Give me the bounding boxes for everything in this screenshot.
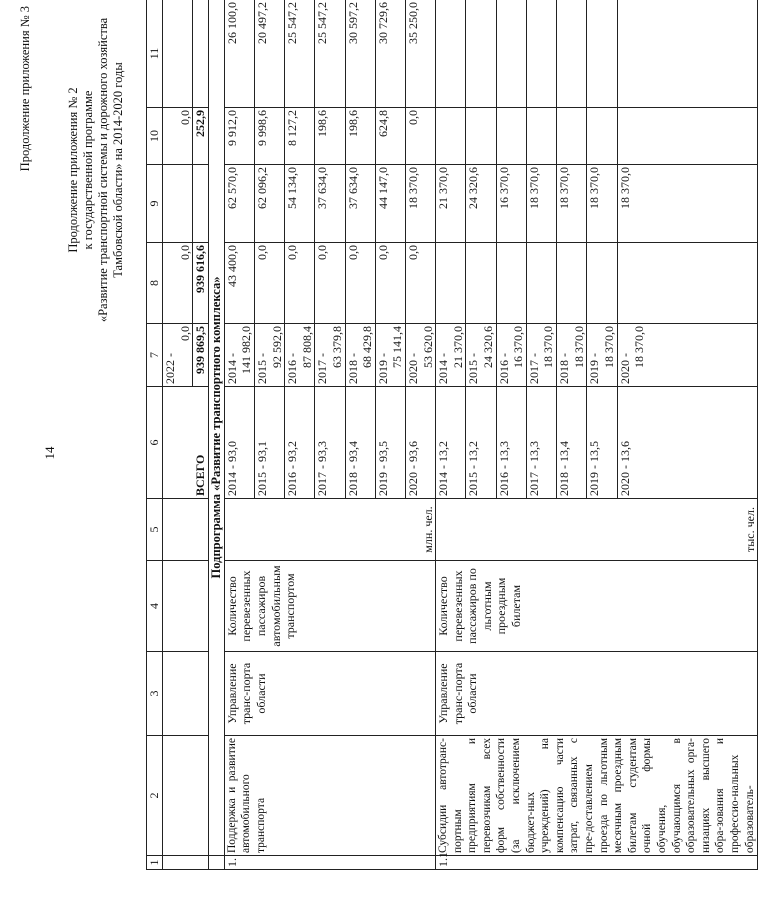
section-1-value: 26 100,0: [224, 0, 254, 108]
section-1-value: 198,6: [315, 108, 345, 165]
col-number: 11: [147, 0, 163, 108]
section-1-year-value: [345, 324, 375, 387]
section-1-value: 37 634,0: [345, 165, 375, 243]
section-1-year-value: [375, 324, 405, 387]
section-1-indicator-value: 2016 - 93,2: [285, 387, 315, 499]
section-1-1-value: [587, 243, 617, 324]
section-1-value: 35 250,0: [405, 0, 435, 108]
section-1-value: 0,0: [345, 243, 375, 324]
section-1-year-value: [405, 324, 435, 387]
section-1-value: 20 497,2: [254, 0, 284, 108]
year-label: 2015 -: [466, 353, 481, 384]
year-total: 18 370,0: [632, 326, 647, 368]
header-line: к государственной программе: [81, 90, 95, 250]
section-1-1-value: [617, 108, 757, 165]
section-1-1-value: [617, 0, 757, 108]
section-1-value: 9 998,6: [254, 108, 284, 165]
section-1-1-value: [526, 108, 556, 165]
year-total: 18 370,0: [571, 326, 586, 368]
section-1-year-row: [224, 0, 254, 870]
section-1-1-indicator-value: 2016 - 13,3: [496, 387, 526, 499]
section-1-unit-spacer: [224, 499, 315, 561]
section-1-1-indicator-value: 2017 - 13,3: [526, 387, 556, 499]
section-1-value: 0,0: [375, 243, 405, 324]
year-label: 2016 -: [285, 353, 300, 384]
section-1-1-value: 18 370,0: [526, 165, 556, 243]
value-cell: 0,0: [163, 108, 193, 165]
section-1-indicator-value: 2019 - 93,5: [375, 387, 405, 499]
subprogram-row: [208, 0, 224, 870]
year-total: 87 808,4: [299, 326, 314, 368]
section-1-value: 0,0: [285, 243, 315, 324]
section-1-value: 198,6: [345, 108, 375, 165]
year-total: 92 592,0: [269, 326, 284, 368]
section-1-1-value: [557, 108, 587, 165]
year-total: 21 370,0: [450, 326, 465, 368]
year-2022: 2022 - 0,0: [163, 324, 193, 387]
year-total: 18 370,0: [541, 326, 556, 368]
section-1-1-year-value: [557, 324, 587, 387]
subprogram-title: Подпрограмма «Развитие транспортного комплекса»: [208, 0, 224, 856]
col-number: 10: [147, 108, 163, 165]
year-label: 2018 -: [557, 353, 572, 384]
year-total: 53 620,0: [420, 326, 435, 368]
section-1-1-value: 18 370,0: [557, 165, 587, 243]
section-1-unit: млн. чел.: [315, 499, 436, 561]
section-1-value: 30 597,2: [345, 0, 375, 108]
year-label: 2017 -: [526, 353, 541, 384]
section-1-indicator-value: 2018 - 93,4: [345, 387, 375, 499]
year-label: 2020 -: [405, 353, 420, 384]
section-1-indicator-value: 2014 - 93,0: [224, 387, 254, 499]
section-1-1-value: [496, 0, 526, 108]
section-1-1-year-value: [526, 324, 556, 387]
section-1-value: 37 634,0: [315, 165, 345, 243]
section-1-1-indicator-value: 2018 - 13,4: [557, 387, 587, 499]
section-1-indicator-value: 2020 - 93,6: [405, 387, 435, 499]
col-number: 5: [147, 499, 163, 561]
column-numbers-row: [147, 0, 163, 870]
section-1-1-unit: тыс. чел.: [617, 499, 757, 561]
program-table: [146, 0, 758, 870]
section-1-number: 1.: [224, 856, 435, 870]
year-total: 24 320,6: [480, 326, 495, 368]
section-1-value: 0,0: [254, 243, 284, 324]
section-1-1-value: [526, 243, 556, 324]
year-total: 68 429,8: [360, 326, 375, 368]
section-1-1-indicator-value: 2015 - 13,2: [466, 387, 496, 499]
section-1-value: 9 912,0: [224, 108, 254, 165]
section-1-year-value: [285, 324, 315, 387]
section-1-1-value: 21 370,0: [436, 165, 466, 243]
year-label: 2020 -: [617, 353, 632, 384]
section-1-1-name: Субсидии автотранс-портным предприятиям и перевозчикам всех форм собственности (за исключением бюджет-ных учреждений) на компенсацию части затрат, связанных с пре-доставлением проезда по льготным месячным проездным билетам студентам очной формы обучения, обучающимся в образовательных орга-низациях высшего обра-зования и профессио-нальных образователь-: [436, 736, 758, 856]
year-label: 2015 -: [254, 353, 269, 384]
section-1-1-value: [466, 108, 496, 165]
section-1-1-year-value: [617, 324, 757, 387]
section-1-1-value: [436, 0, 466, 108]
section-1-1-year-value: [496, 324, 526, 387]
section-1-1-indicator-value: 2019 - 13,5: [587, 387, 617, 499]
appendix-header: [66, 0, 126, 340]
section-1-1-value: [466, 243, 496, 324]
section-1-value: 0,0: [405, 108, 435, 165]
section-1-value: 43 400,0: [224, 243, 254, 324]
section-1-1-value: [587, 0, 617, 108]
col-number: 1: [147, 856, 163, 870]
year-total: 141 982,0: [239, 326, 254, 374]
year-label: 2014 -: [224, 353, 239, 384]
section-1-1-year-value: [436, 324, 466, 387]
col-number: 9: [147, 165, 163, 243]
year-total: 75 141,4: [390, 326, 405, 368]
section-1-name: Поддержка и развитие автомобильного транспорта: [224, 736, 435, 856]
year-total: 63 379,8: [329, 326, 344, 368]
section-1-indicator-value: 2017 - 93,3: [315, 387, 345, 499]
section-1-1-indicator: Количество перевезенных пассажиров по льготным проездным билетам: [436, 561, 758, 652]
year-label: 2017 -: [315, 353, 330, 384]
section-1-1-value: [557, 243, 587, 324]
section-1-value: 25 547,2: [315, 0, 345, 108]
section-1-1-indicator-value: 2014 - 13,2: [436, 387, 466, 499]
section-1-value: 54 134,0: [285, 165, 315, 243]
section-1-value: 62 096,2: [254, 165, 284, 243]
section-1-1-value: [496, 108, 526, 165]
section-1-1-value: [496, 243, 526, 324]
header-line: «Развитие транспортной системы и дорожного хозяйства: [96, 17, 110, 323]
section-1-1-executor: Управление транс-порта области: [436, 652, 758, 736]
year-label: 2019 -: [375, 353, 390, 384]
section-1-1-value: [436, 108, 466, 165]
section-1-1-year-value: [587, 324, 617, 387]
section-1-1-value: 16 370,0: [496, 165, 526, 243]
col-number: 7: [147, 324, 163, 387]
section-1-1-number: 1.1: [436, 856, 758, 870]
col-number: 8: [147, 243, 163, 324]
section-1-1-value: 18 370,0: [587, 165, 617, 243]
col-number: 6: [147, 387, 163, 499]
section-1-1-value: 18 370,0: [617, 165, 757, 243]
section-1-year-value: [254, 324, 284, 387]
section-1-1-value: [557, 0, 587, 108]
section-1-1-value: [587, 108, 617, 165]
section-1-1-value: 24 320,6: [466, 165, 496, 243]
year-total: 18 370,0: [602, 326, 617, 368]
value-2022: 0,0: [177, 326, 192, 341]
section-1-value: 44 147,0: [375, 165, 405, 243]
section-1-value: 25 547,2: [285, 0, 315, 108]
year-label: 2018 -: [345, 353, 360, 384]
total-value: 939 869,5: [193, 324, 209, 387]
section-1-1-year-row: [436, 0, 466, 870]
section-1-value: 62 570,0: [224, 165, 254, 243]
section-1-value: 624,8: [375, 108, 405, 165]
year-label: 2014 -: [436, 353, 451, 384]
section-1-value: 18 370,0: [405, 165, 435, 243]
appendix-continuation: Продолжение приложения № 3: [18, 6, 32, 172]
section-1-value: 8 127,2: [285, 108, 315, 165]
section-1-1-value: [466, 0, 496, 108]
section-1-1-unit-spacer: [436, 499, 618, 561]
section-1-1-year-value: [466, 324, 496, 387]
section-1-year-value: [224, 324, 254, 387]
section-1-indicator-value: 2015 - 93,1: [254, 387, 284, 499]
col-number: 2: [147, 736, 163, 856]
section-1-1-value: [436, 243, 466, 324]
section-1-1-value: [526, 0, 556, 108]
page-number: 14: [42, 446, 57, 460]
section-1-value: 0,0: [315, 243, 345, 324]
header-line: Продолжение приложения № 2: [66, 87, 80, 253]
section-1-1-value: [617, 243, 757, 324]
section-1-indicator: Количество перевезенных пассажиров автомобильным транспортом: [224, 561, 435, 652]
total-value: 939 616,6: [193, 243, 209, 324]
year-label: 2019 -: [587, 353, 602, 384]
section-1-1-indicator-value: 2020 - 13,6: [617, 387, 757, 499]
section-1-value: 0,0: [405, 243, 435, 324]
section-1-executor: Управление транс-порта области: [224, 652, 435, 736]
year-total: 16 370,0: [511, 326, 526, 368]
value-cell: 0,0: [163, 243, 193, 324]
year-label: 2016 -: [496, 353, 511, 384]
col-number: 4: [147, 561, 163, 652]
total-label: ВСЕГО: [193, 387, 209, 499]
header-line: Тамбовской области» на 2014-2020 годы: [111, 62, 125, 278]
row-2022: [163, 0, 193, 870]
col-number: 3: [147, 652, 163, 736]
total-value: 252,9: [193, 108, 209, 165]
section-1-year-value: [315, 324, 345, 387]
section-1-value: 30 729,6: [375, 0, 405, 108]
